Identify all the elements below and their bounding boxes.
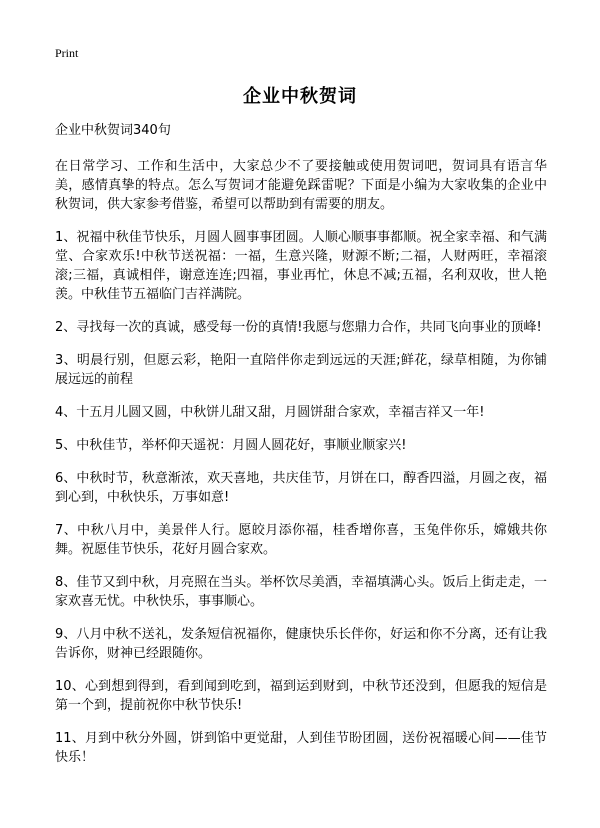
document-body bbox=[55, 121, 547, 781]
greeting-item: 4、十五月儿圆又圆，中秋饼儿甜又甜，月圆饼甜合家欢，幸福吉祥又一年! bbox=[55, 405, 485, 420]
greeting-item: 1、祝福中秋佳节快乐，月圆人圆事事团圆。人顺心顺事事都顺。祝全家幸福、和气满堂、合家欢乐!中秋节送祝福：一福，生意兴隆，财源不断;二福，人财两旺，幸福滚滚;三福，真诚相伴，谢意连连;四福，事业再忙，休息不减;五福，名利双收，世人艳羡。中秋佳节五福临门吉祥满院。 bbox=[55, 230, 547, 302]
greeting-item: 3、明晨行别，但愿云彩，艳阳一直陪伴你走到远远的天涯;鲜花，绿草相随，为你铺展远远的前程 bbox=[55, 353, 547, 387]
print-link[interactable]: Print bbox=[55, 46, 79, 60]
document-subtitle: 企业中秋贺词340句 bbox=[55, 123, 171, 138]
greeting-item: 8、佳节又到中秋，月亮照在当头。举杯饮尽美酒，幸福填满心头。饭后上街走走，一家欢喜无忧。中秋快乐，事事顺心。 bbox=[55, 575, 547, 609]
greeting-item: 11、月到中秋分外圆，饼到馅中更觉甜，人到佳节盼团圆，送份祝福暖心间——佳节快乐！ bbox=[55, 731, 547, 765]
greeting-item: 5、中秋佳节，举杯仰天遥祝：月圆人圆花好，事顺业顺家兴! bbox=[55, 438, 407, 453]
page-title: 企业中秋贺词 bbox=[243, 86, 357, 107]
intro-paragraph: 在日常学习、工作和生活中，大家总少不了要接触或使用贺词吧，贺词具有语言华美，感情真挚的特点。怎么写贺词才能避免踩雷呢？下面是小编为大家收集的企业中秋贺词，供大家参考借鉴，希望可以帮助到有需要的朋友。 bbox=[55, 159, 547, 212]
greeting-item: 9、八月中秋不送礼，发条短信祝福你，健康快乐长伴你，好运和你不分离，还有让我告诉你，财神已经跟随你。 bbox=[55, 627, 547, 661]
greeting-item: 7、中秋八月中，美景伴人行。愿皎月添你福，桂香增你喜，玉兔伴你乐，嫦娥共你舞。祝愿佳节快乐，花好月圆合家欢。 bbox=[55, 523, 547, 557]
greeting-item: 6、中秋时节，秋意渐浓，欢天喜地，共庆佳节，月饼在口，醇香四溢，月圆之夜，福到心到，中秋快乐，万事如意! bbox=[55, 471, 547, 505]
greeting-item: 2、寻找每一次的真诚，感受每一份的真情!我愿与您鼎力合作，共同飞向事业的顶峰! bbox=[55, 320, 542, 335]
greeting-item: 10、心到想到得到，看到闻到吃到，福到运到财到，中秋节还没到，但愿我的短信是第一个到，提前祝你中秋节快乐! bbox=[55, 679, 547, 713]
